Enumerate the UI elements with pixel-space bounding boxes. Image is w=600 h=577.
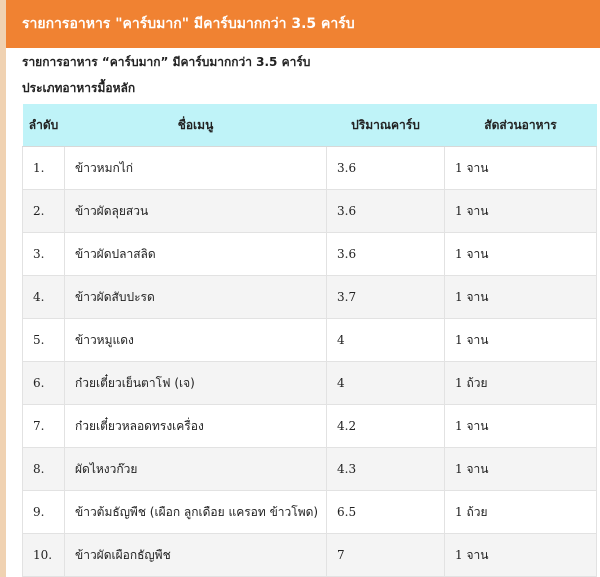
row-menu-name: ข้าวผัดสับปะรด xyxy=(65,276,327,319)
left-accent-bar xyxy=(0,0,6,577)
table-row xyxy=(23,491,597,534)
table-row xyxy=(23,405,597,448)
row-carb-amount: 3.6 xyxy=(327,147,445,190)
row-portion: 1 จาน xyxy=(445,147,597,190)
row-portion: 1 จาน xyxy=(445,319,597,362)
row-portion: 1 จาน xyxy=(445,534,597,577)
table-row xyxy=(23,448,597,491)
row-carb-amount: 3.7 xyxy=(327,276,445,319)
row-carb-amount: 4 xyxy=(327,362,445,405)
row-index: 1. xyxy=(23,147,65,190)
row-index: 4. xyxy=(23,276,65,319)
row-menu-name: ผัดไหงวก๊วย xyxy=(65,448,327,491)
table-row xyxy=(23,362,597,405)
column-header-portion: สัดส่วนอาหาร xyxy=(445,104,597,147)
table-row xyxy=(23,190,597,233)
row-portion: 1 ถ้วย xyxy=(445,362,597,405)
row-carb-amount: 6.5 xyxy=(327,491,445,534)
row-portion: 1 จาน xyxy=(445,405,597,448)
table-row xyxy=(23,534,597,577)
column-header-carb: ปริมาณคาร์บ xyxy=(327,104,445,147)
column-header-name: ชื่อเมนู xyxy=(65,104,327,147)
header-title: รายการอาหาร "คาร์บมาก" มีคาร์บมากกว่า 3.5 คาร์บ xyxy=(22,16,355,32)
row-portion: 1 จาน xyxy=(445,276,597,319)
row-carb-amount: 4 xyxy=(327,319,445,362)
row-menu-name: ข้าวผัดลุยสวน xyxy=(65,190,327,233)
row-index: 8. xyxy=(23,448,65,491)
table-header-row xyxy=(23,104,597,147)
row-portion: 1 ถ้วย xyxy=(445,491,597,534)
page-subtitle: รายการอาหาร “คาร์บมาก” มีคาร์บมากกว่า 3.5 คาร์บ xyxy=(22,55,311,69)
row-carb-amount: 7 xyxy=(327,534,445,577)
row-index: 7. xyxy=(23,405,65,448)
row-carb-amount: 4.3 xyxy=(327,448,445,491)
row-menu-name: ข้าวหมูแดง xyxy=(65,319,327,362)
row-index: 9. xyxy=(23,491,65,534)
row-index: 3. xyxy=(23,233,65,276)
row-portion: 1 จาน xyxy=(445,233,597,276)
row-menu-name: ข้าวหมกไก่ xyxy=(65,147,327,190)
row-menu-name: ก๋วยเตี๋ยวเย็นตาโฟ (เจ) xyxy=(65,362,327,405)
table-row xyxy=(23,147,597,190)
table-row xyxy=(23,233,597,276)
page-header xyxy=(6,0,600,48)
row-carb-amount: 3.6 xyxy=(327,233,445,276)
table-row xyxy=(23,276,597,319)
table-row xyxy=(23,319,597,362)
row-portion: 1 จาน xyxy=(445,448,597,491)
row-index: 5. xyxy=(23,319,65,362)
row-carb-amount: 3.6 xyxy=(327,190,445,233)
column-header-index: ลำดับ xyxy=(23,104,65,147)
row-menu-name: ข้าวผัดเผือกธัญพืช xyxy=(65,534,327,577)
row-menu-name: ข้าวต้มธัญพืช (เผือก ลูกเดือย แครอท ข้าวโพด) xyxy=(65,491,327,534)
row-menu-name: ก๋วยเตี๋ยวหลอดทรงเครื่อง xyxy=(65,405,327,448)
row-index: 6. xyxy=(23,362,65,405)
row-index: 2. xyxy=(23,190,65,233)
row-portion: 1 จาน xyxy=(445,190,597,233)
row-menu-name: ข้าวผัดปลาสลิด xyxy=(65,233,327,276)
category-heading: ประเภทอาหารมื้อหลัก xyxy=(22,81,136,95)
menu-table xyxy=(22,104,597,577)
row-carb-amount: 4.2 xyxy=(327,405,445,448)
row-index: 10. xyxy=(23,534,65,577)
